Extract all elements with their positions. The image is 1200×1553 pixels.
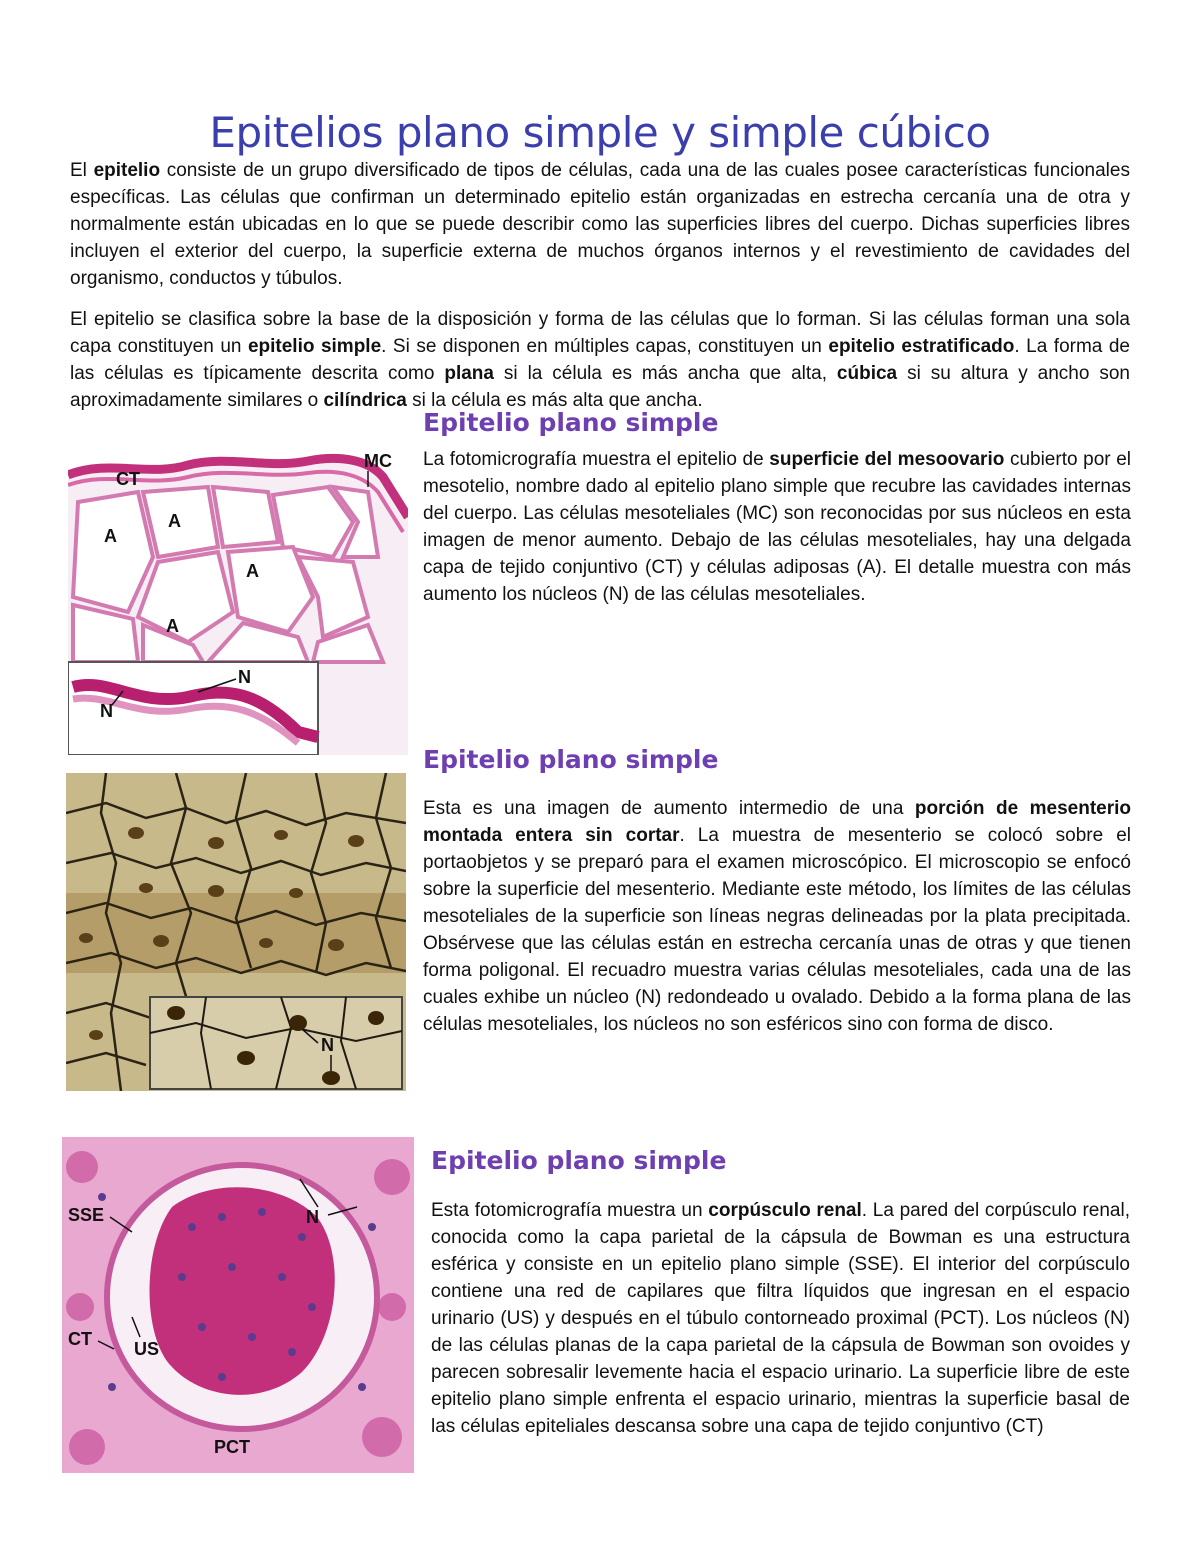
bold-term: porción de mesenterio montada entera sin cortar <box>423 798 1131 846</box>
text-run: si su altura y ancho son aproximadamente similares o <box>70 363 1130 411</box>
a-label-4: A <box>166 616 179 636</box>
bold-term: cilíndrica <box>323 390 407 411</box>
a-label-3: A <box>246 561 259 581</box>
bold-term: superficie del mesoovario <box>769 449 1005 470</box>
text-run: . Si se disponen en múltiples capas, constituyen un <box>381 336 829 357</box>
section-1-heading: Epitelio plano simple <box>423 408 719 437</box>
text-run: El <box>70 160 94 181</box>
bold-term: epitelio <box>93 160 161 181</box>
bold-term: epitelio estratificado <box>828 336 1015 357</box>
ct-label: CT <box>116 469 140 489</box>
section-2-body <box>423 795 1131 1038</box>
ct-label: CT <box>68 1329 92 1349</box>
text-run: si la célula es más alta que ancha. <box>406 390 703 411</box>
bold-term: plana <box>444 363 494 384</box>
corpusculo-renal-micrograph <box>62 1137 414 1473</box>
bold-term: epitelio simple <box>247 336 382 357</box>
section-2-heading: Epitelio plano simple <box>423 745 719 774</box>
text-run: El epitelio se clasifica sobre la base de la disposición y forma de las células que lo forman. Si las células forman una sola capa constituyen un <box>70 309 1130 357</box>
mesoovario-micrograph <box>68 447 408 755</box>
a-label-2: A <box>168 511 181 531</box>
n-label-1: N <box>238 667 251 687</box>
text-run: Esta fotomicrografía muestra un <box>431 1200 709 1221</box>
bold-term: cúbica <box>836 363 898 384</box>
n-label: N <box>321 1035 334 1055</box>
section-1-body <box>423 446 1131 608</box>
mesenterio-micrograph <box>66 773 406 1091</box>
text-run: Esta es una imagen de aumento intermedio de una <box>423 798 915 819</box>
text-run: . La pared del corpúsculo renal, conocida como la capa parietal de la cápsula de Bowman es una estructura esférica y consiste en un epitelio plano simple (SSE). El interior del corpúsculo contiene una red de capilares que filtra líquidos que ingresan en el espacio urinario (US) y después en el túbulo contorneado proximal (PCT). Los núcleos (N) de las células planas de la capa parietal de la cápsula de Bowman son ovoides y parecen sobresalir levemente hacia el espacio urinario. La superficie libre de este epitelio plano simple enfrenta el espacio urinario, mientras la superficie basal de las células epiteliales descansa sobre una capa de tejido conjuntivo (CT) <box>431 1200 1130 1437</box>
a-label-1: A <box>104 526 117 546</box>
section-3-heading: Epitelio plano simple <box>431 1146 727 1175</box>
n-label: N <box>306 1207 319 1227</box>
text-run: La fotomicrografía muestra el epitelio de <box>423 449 770 470</box>
sse-label: SSE <box>68 1205 105 1225</box>
bold-term: corpúsculo renal <box>708 1200 862 1221</box>
text-run: consiste de un grupo diversificado de tipos de células, cada una de las cuales posee características funcionales específicas. Las células que confirman un determinado epitelio están organizadas en estrecha cercanía una de otra y normalmente están ubicadas en lo que se puede describir como las superficies libres del cuerpo. Dichas superficies libres incluyen el exterior del cuerpo, la superficie externa de muchos órganos internos y el revestimiento de cavidades del organismo, conductos y túbulos. <box>70 160 1130 289</box>
us-label: US <box>134 1339 160 1359</box>
page-title: Epitelios plano simple y simple cúbico <box>209 108 991 158</box>
text-run: . La muestra de mesenterio se colocó sobre el portaobjetos y se preparó para el examen microscópico. El microscopio se enfocó sobre la superficie del mesenterio. Mediante este método, los límites de las células mesoteliales de la superficie son líneas negras delineadas por la plata precipitada. Obsérvese que las células están en estrecha cercanía unas de otras y que tienen forma poligonal. El recuadro muestra varias células mesoteliales, cada una de las cuales exhibe un núcleo (N) redondeado u ovalado. Debido a la forma plana de las células mesoteliales, los núcleos no son esféricos sino con forma de disco. <box>423 825 1131 1035</box>
intro-paragraph-1 <box>70 157 1130 292</box>
intro-paragraph-2 <box>70 306 1130 414</box>
text-run: si la célula es más ancha que alta, <box>493 363 837 384</box>
text-run: . La forma de las células es típicamente descrita como <box>70 336 1130 384</box>
mc-label: MC <box>364 451 392 471</box>
pct-label: PCT <box>214 1437 250 1457</box>
n-label-2: N <box>100 701 113 721</box>
text-run: cubierto por el mesotelio, nombre dado al epitelio plano simple que recubre las cavidades internas del cuerpo. Las células mesoteliales (MC) son reconocidas por sus núcleos en esta imagen de menor aumento. Debajo de las células mesoteliales, hay una delgada capa de tejido conjuntivo (CT) y células adiposas (A). El detalle muestra con más aumento los núcleos (N) de las células mesoteliales. <box>423 449 1132 605</box>
section-3-body <box>431 1197 1130 1440</box>
